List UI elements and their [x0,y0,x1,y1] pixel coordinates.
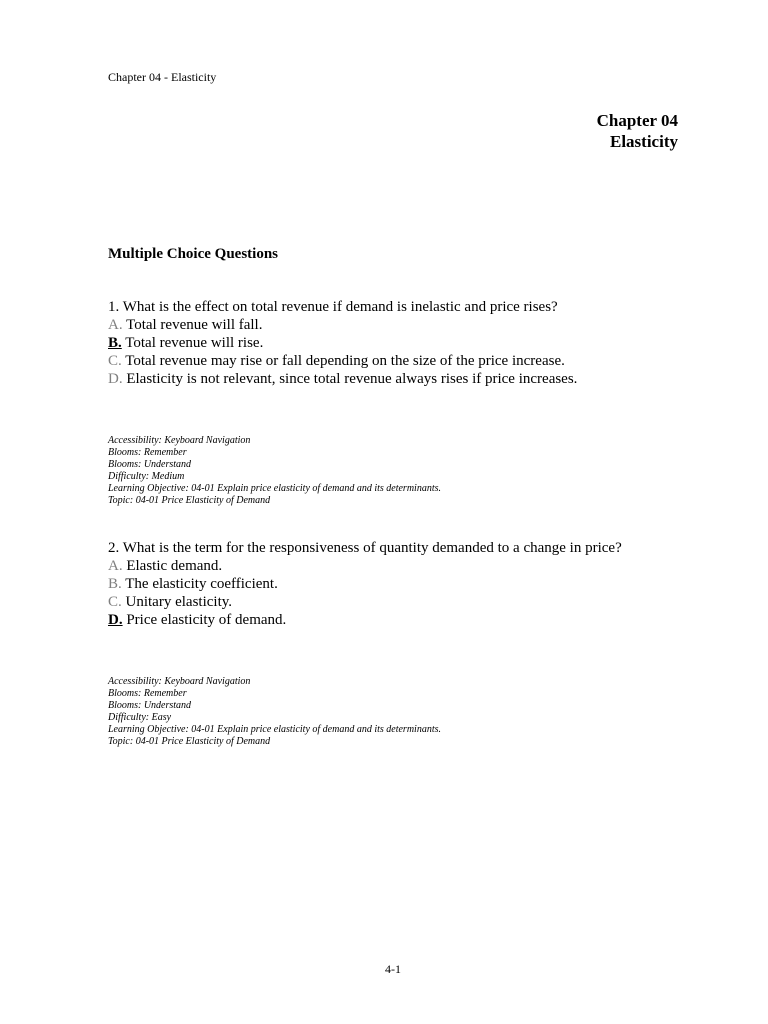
option-text: Total revenue will fall. [126,317,263,333]
meta-blooms: Blooms: Understand [108,700,192,711]
question-stem: 1. What is the effect on total revenue if demand is inelastic and price rises? [108,299,558,315]
meta-blooms: Blooms: Remember [108,688,187,699]
chapter-name: Elasticity [610,132,678,151]
meta-topic: Topic: 04-01 Price Elasticity of Demand [108,495,271,506]
running-header: Chapter 04 - Elasticity [108,70,217,84]
option-letter: A. [108,317,123,333]
option-text: Price elasticity of demand. [126,612,287,628]
option-b [108,575,622,593]
meta-topic: Topic: 04-01 Price Elasticity of Demand [108,736,271,747]
option-letter: A. [108,558,123,574]
option-letter: D. [108,371,123,387]
question-2-metadata [108,676,441,748]
meta-learning-objective: Learning Objective: 04-01 Explain price elasticity of demand and its determinants. [108,483,441,494]
option-text: The elasticity coefficient. [125,576,278,592]
option-text: Total revenue may rise or fall depending on the size of the price increase. [125,353,565,369]
question-2 [108,539,622,629]
question-stem: 2. What is the term for the responsiveness of quantity demanded to a change in price? [108,540,622,556]
meta-difficulty: Difficulty: Medium [108,471,185,482]
chapter-number: Chapter 04 [596,111,678,130]
chapter-title [597,110,678,152]
option-d [108,370,577,388]
correct-option-letter: B. [108,335,122,351]
option-text: Unitary elasticity. [125,594,233,610]
option-c [108,352,577,370]
question-1-metadata [108,435,441,507]
meta-learning-objective: Learning Objective: 04-01 Explain price elasticity of demand and its determinants. [108,724,441,735]
meta-blooms: Blooms: Remember [108,447,187,458]
option-text: Total revenue will rise. [125,335,264,351]
meta-blooms: Blooms: Understand [108,459,192,470]
meta-accessibility: Accessibility: Keyboard Navigation [108,435,251,446]
option-text: Elasticity is not relevant, since total revenue always rises if price increases. [126,371,578,387]
option-a [108,316,577,334]
option-letter: C. [108,353,122,369]
option-letter: C. [108,594,122,610]
option-d [108,611,622,629]
meta-accessibility: Accessibility: Keyboard Navigation [108,676,251,687]
page-number: 4-1 [385,962,401,976]
question-1 [108,298,577,388]
option-letter: B. [108,576,122,592]
option-b [108,334,577,352]
option-text: Elastic demand. [126,558,223,574]
correct-option-letter: D. [108,612,123,628]
section-heading: Multiple Choice Questions [108,246,279,262]
option-c [108,593,622,611]
meta-difficulty: Difficulty: Easy [108,712,172,723]
option-a [108,557,622,575]
